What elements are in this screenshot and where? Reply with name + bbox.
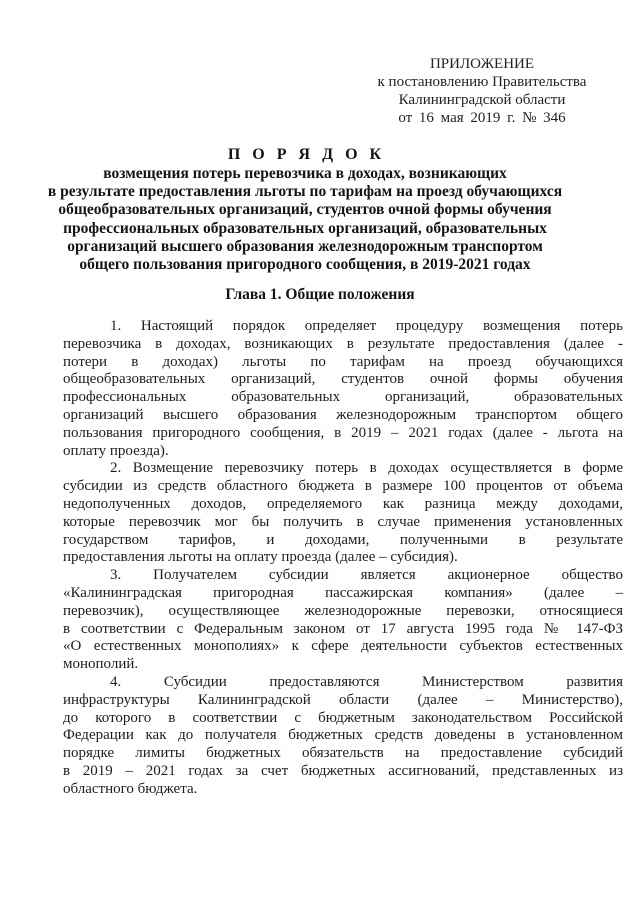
title-line: в результате предоставления льготы по тарифам на проезд обучающихся — [47, 183, 563, 201]
paragraph-line: оплату проезда). — [63, 442, 169, 459]
paragraph-line: перевозчика в доходах, возникающих в результате предоставления (далее - — [63, 335, 623, 352]
paragraph-line: 4. Субсидии предоставляются Министерством развития — [110, 673, 623, 690]
paragraph-line: до которого в соответствии с бюджетным законодательством Российской — [63, 709, 623, 726]
paragraph-3 — [63, 567, 623, 674]
title-line: общего пользования пригородного сообщения, в 2019-2021 годах — [79, 256, 531, 274]
title-line: профессиональных образовательных организаций, образовательных — [63, 219, 547, 237]
paragraph-line: 2. Возмещение перевозчику потерь в доходах осуществляется в форме — [110, 460, 623, 477]
paragraph-line: в соответствии с Федеральным законом от 17 августа 1995 года № 147-ФЗ — [63, 620, 623, 637]
paragraph-line: пользования пригородного сообщения, в 2019 – 2021 годах (далее - льгота на — [63, 424, 623, 441]
paragraph-line: порядке лимиты бюджетных обязательств на предоставление субсидий — [63, 745, 623, 762]
paragraph-line: недополученных доходов, определяемого как разница между доходами, — [63, 495, 623, 512]
title-line: организаций высшего образования железнодорожным транспортом — [67, 237, 543, 255]
reference-line-region: Калининградской области — [398, 92, 566, 108]
title-line: общеобразовательных организаций, студентов очной формы обучения — [58, 201, 552, 219]
title-line: возмещения потерь перевозчика в доходах, возникающих — [103, 164, 507, 182]
reference-line-date-number: от 16 мая 2019 г. № 346 — [398, 110, 566, 126]
paragraph-line: государством тарифов, и доходами, полученными в результате — [63, 531, 623, 548]
paragraph-2 — [63, 460, 623, 567]
paragraph-line: областного бюджета. — [63, 780, 198, 797]
reference-line-resolution: к постановлению Правительства — [377, 74, 587, 90]
paragraph-line: Федерации как до получателя бюджетных средств доведены в установленном — [63, 727, 623, 744]
paragraph-line: предоставления льготы на оплату проезда (далее – субсидия). — [63, 549, 458, 566]
document-title-block — [25, 146, 585, 275]
paragraph-line: «О естественных монополиях» к сфере деятельности субъектов естественных — [63, 638, 623, 655]
chapter-heading: Глава 1. Общие положения — [225, 286, 415, 303]
paragraph-line: «Калининградская пригородная пассажирская компания» (далее – — [63, 584, 623, 601]
title-heading: П О Р Я Д О К — [227, 146, 383, 163]
paragraph-line: инфраструктуры Калининградской области (далее – Министерство), — [63, 691, 623, 708]
paragraph-line: потери в доходах) льготы по тарифам на проезд обучающихся — [63, 353, 623, 370]
paragraph-line: 1. Настоящий порядок определяет процедуру возмещения потерь — [110, 318, 623, 334]
document-reference-block — [368, 55, 596, 127]
paragraph-line: перевозчик), осуществляющее железнодорожные перевозки, относящиеся — [63, 602, 623, 619]
paragraph-line: организаций высшего образования железнодорожным транспортом общего — [63, 406, 623, 423]
paragraph-line: общеобразовательных организаций, студентов очной формы обучения — [63, 371, 623, 388]
paragraph-line: монополий. — [63, 656, 139, 673]
paragraph-line: субсидии из средств областного бюджета в размере 100 процентов от объема — [63, 478, 623, 495]
paragraph-line: в 2019 – 2021 годах за счет бюджетных ассигнований, представленных из — [63, 762, 623, 779]
document-body — [63, 318, 623, 799]
paragraph-4 — [63, 674, 623, 799]
paragraph-line: которые перевозчик мог бы получить в случае применения установленных — [63, 513, 623, 530]
paragraph-line: 3. Получателем субсидии является акционерное общество — [110, 567, 623, 584]
reference-line-appendix: ПРИЛОЖЕНИЕ — [429, 56, 535, 72]
paragraph-line: профессиональных образовательных организаций, образовательных — [63, 389, 623, 406]
paragraph-1 — [63, 318, 623, 460]
